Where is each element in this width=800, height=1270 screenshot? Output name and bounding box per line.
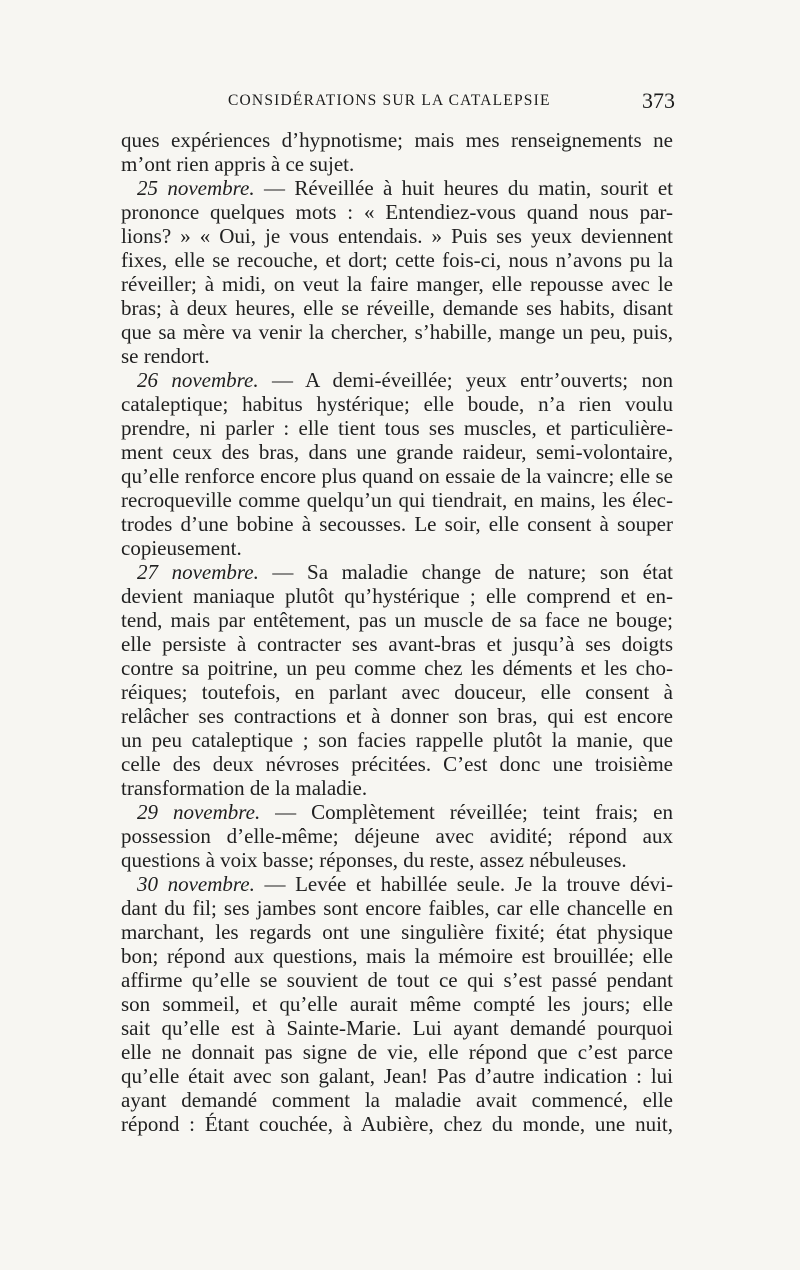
text-line: relâcher ses contractions et à donner son bras, qui est encore xyxy=(121,704,673,728)
text-line: dant du fil; ses jambes sont encore faibles, car elle chancelle en xyxy=(121,896,673,920)
text-line: qu’elle renforce encore plus quand on essaie de la vaincre; elle se xyxy=(121,464,673,488)
entry-text: — A demi-éveillée; yeux entr’ouverts; non xyxy=(258,368,673,392)
text-line: sait qu’elle est à Sainte-Marie. Lui ayant demandé pourquoi xyxy=(121,1016,673,1040)
text-line: bras; à deux heures, elle se réveille, demande ses habits, disant xyxy=(121,296,673,320)
text-line: son sommeil, et qu’elle aurait même compté les jours; elle xyxy=(121,992,673,1016)
text-line xyxy=(121,800,673,824)
text-line: lions? » « Oui, je vous entendais. » Puis ses yeux deviennent xyxy=(121,224,673,248)
text-line: ayant demandé comment la maladie avait commencé, elle xyxy=(121,1088,673,1112)
text-line: questions à voix basse; réponses, du reste, assez nébuleuses. xyxy=(121,848,627,872)
entry-date: 30 novembre. xyxy=(137,872,255,896)
text-line: celle des deux névroses précitées. C’est donc une troisième xyxy=(121,752,673,776)
text-line: devient maniaque plutôt qu’hystérique ; elle comprend et en- xyxy=(121,584,673,608)
text-line: marchant, les regards ont une singulière fixité; état physique xyxy=(121,920,673,944)
text-line: transformation de la maladie. xyxy=(121,776,368,800)
entry-date: 27 novembre. xyxy=(137,560,259,584)
text-line: réveiller; à midi, on veut la faire manger, elle repousse avec le xyxy=(121,272,673,296)
text-line: ment ceux des bras, dans une grande raideur, semi-volontaire, xyxy=(121,440,673,464)
page-number: 373 xyxy=(642,88,675,113)
text-line: prononce quelques mots : « Entendiez-vous quand nous par- xyxy=(121,200,673,224)
text-line: que sa mère va venir la chercher, s’habille, mange un peu, puis, xyxy=(121,320,673,344)
text-line xyxy=(121,176,673,200)
text-line: elle persiste à contracter ses avant-bras et jusqu’à ses doigts xyxy=(121,632,673,656)
text-line: possession d’elle-même; déjeune avec avidité; répond aux xyxy=(121,824,673,848)
text-line: recroqueville comme quelqu’un qui tiendrait, en mains, les élec- xyxy=(121,488,673,512)
text-line: un peu cataleptique ; son facies rappelle plutôt la manie, que xyxy=(121,728,673,752)
entry-text: — Sa maladie change de nature; son état xyxy=(258,560,673,584)
text-line: qu’elle était avec son galant, Jean! Pas d’autre indication : lui xyxy=(121,1064,673,1088)
text-line xyxy=(121,560,673,584)
text-line: prendre, ni parler : elle tient tous ses muscles, et particulière- xyxy=(121,416,673,440)
text-line: m’ont rien appris à ce sujet. xyxy=(121,152,355,176)
entry-date: 26 novembre. xyxy=(137,368,259,392)
entry-text: — Complètement réveillée; teint frais; en xyxy=(260,800,673,824)
text-line: réiques; toutefois, en parlant avec douceur, elle consent à xyxy=(121,680,673,704)
entry-text: — Levée et habillée seule. Je la trouve dévi- xyxy=(254,872,673,896)
text-line: se rendort. xyxy=(121,344,210,368)
text-line: répond : Étant couchée, à Aubière, chez du monde, une nuit, xyxy=(121,1112,673,1136)
text-line: ques expériences d’hypnotisme; mais mes renseignements ne xyxy=(121,128,673,152)
text-line: cataleptique; habitus hystérique; elle boude, n’a rien voulu xyxy=(121,392,673,416)
text-line: elle ne donnait pas signe de vie, elle répond que c’est parce xyxy=(121,1040,673,1064)
text-line: bon; répond aux questions, mais la mémoire est brouillée; elle xyxy=(121,944,673,968)
text-line: affirme qu’elle se souvient de tout ce qui s’est passé pendant xyxy=(121,968,673,992)
text-line xyxy=(121,872,673,896)
text-line: copieusement. xyxy=(121,536,242,560)
page-header xyxy=(120,88,685,118)
text-line: tend, mais par entêtement, pas un muscle de sa face ne bouge; xyxy=(121,608,673,632)
entry-date: 29 novembre. xyxy=(137,800,261,824)
entry-text: — Réveillée à huit heures du matin, sourit et xyxy=(254,176,674,200)
text-line: contre sa poitrine, un peu comme chez les déments et les cho- xyxy=(121,656,673,680)
body-text xyxy=(121,128,673,1136)
entry-date: 25 novembre. xyxy=(137,176,255,200)
text-line xyxy=(121,368,673,392)
text-line: fixes, elle se recouche, et dort; cette fois-ci, nous n’avons pu la xyxy=(121,248,673,272)
running-title: CONSIDÉRATIONS SUR LA CATALEPSIE xyxy=(228,92,551,109)
text-line: trodes d’une bobine à secousses. Le soir, elle consent à souper xyxy=(121,512,673,536)
